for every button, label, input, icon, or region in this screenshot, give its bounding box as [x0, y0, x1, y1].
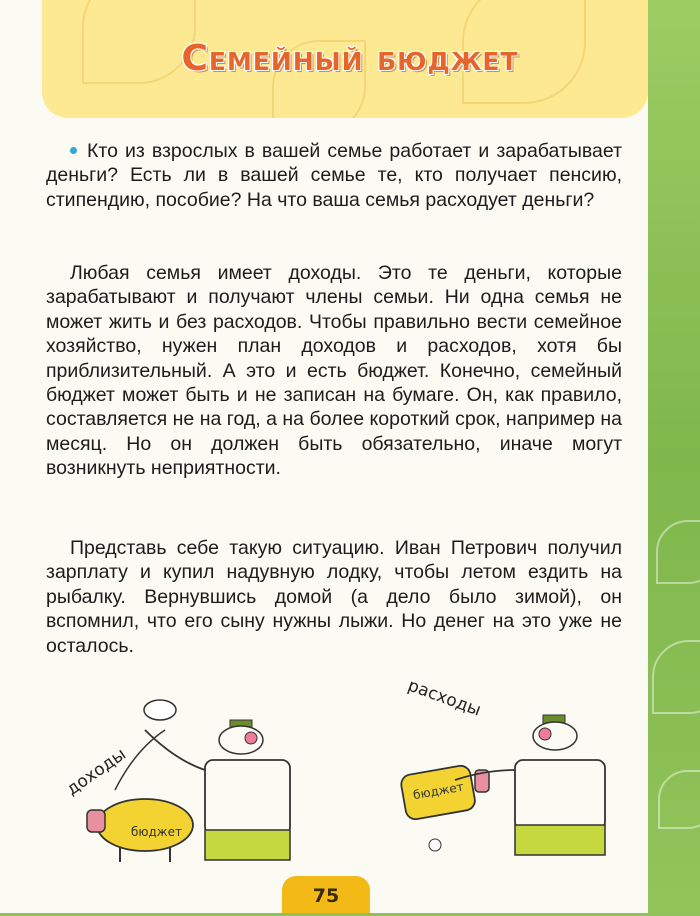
income-label: доходы [62, 744, 130, 800]
paragraph-text: Любая семья имеет доходы. Это те деньги, которые зарабатывают и получают члены семьи. Ни одна семья не может жить и без расходов. Чтобы правильно вести семейное хозяйство, нужен план доходов и расходов, хотя бы приблизительный. А это и есть бюджет. Конечно, семейный бюджет может быть и не записан на бумаге. Он, как правило, составляется не на год, а на более короткий срок, например на месяц. Но он должен быть обязательно, иначе могут возникнуть неприятности. [46, 262, 622, 480]
leaf-decoration [656, 520, 700, 584]
illustration-expenses [375, 670, 645, 870]
boat-icon [144, 700, 176, 720]
paragraph-1 [46, 261, 622, 481]
illustration-income [55, 690, 345, 870]
expenses-label: расходы [405, 675, 484, 721]
question-block [46, 139, 622, 212]
page-title: Семейный бюджет [181, 38, 519, 79]
leaf-decoration [658, 770, 700, 829]
piggy-bank-empty-icon [400, 764, 489, 851]
piggy-label: бюджет [131, 825, 182, 839]
decorative-margin [648, 0, 700, 913]
page-number: 75 [282, 876, 370, 913]
leaf-decoration [652, 640, 700, 714]
piggy-label: бюджет [411, 779, 465, 803]
bullet-icon [70, 147, 77, 154]
paragraph-text: Представь себе такую ситуацию. Иван Петрович получил зарплату и купил надувную лодку, чтобы летом ездить на рыбалку. Вернувшись домой (а дело было зимой), он вспомнил, что его сыну нужны лыжи. Но денег на это уже не осталось. [46, 537, 622, 657]
paragraph-2 [46, 536, 622, 658]
question-text: Кто из взрослых в вашей семье работает и зарабатывает деньги? Есть ли в вашей семье те, кто получает пенсию, стипендию, пособие? На что ваша семья расходует деньги? [46, 140, 622, 211]
